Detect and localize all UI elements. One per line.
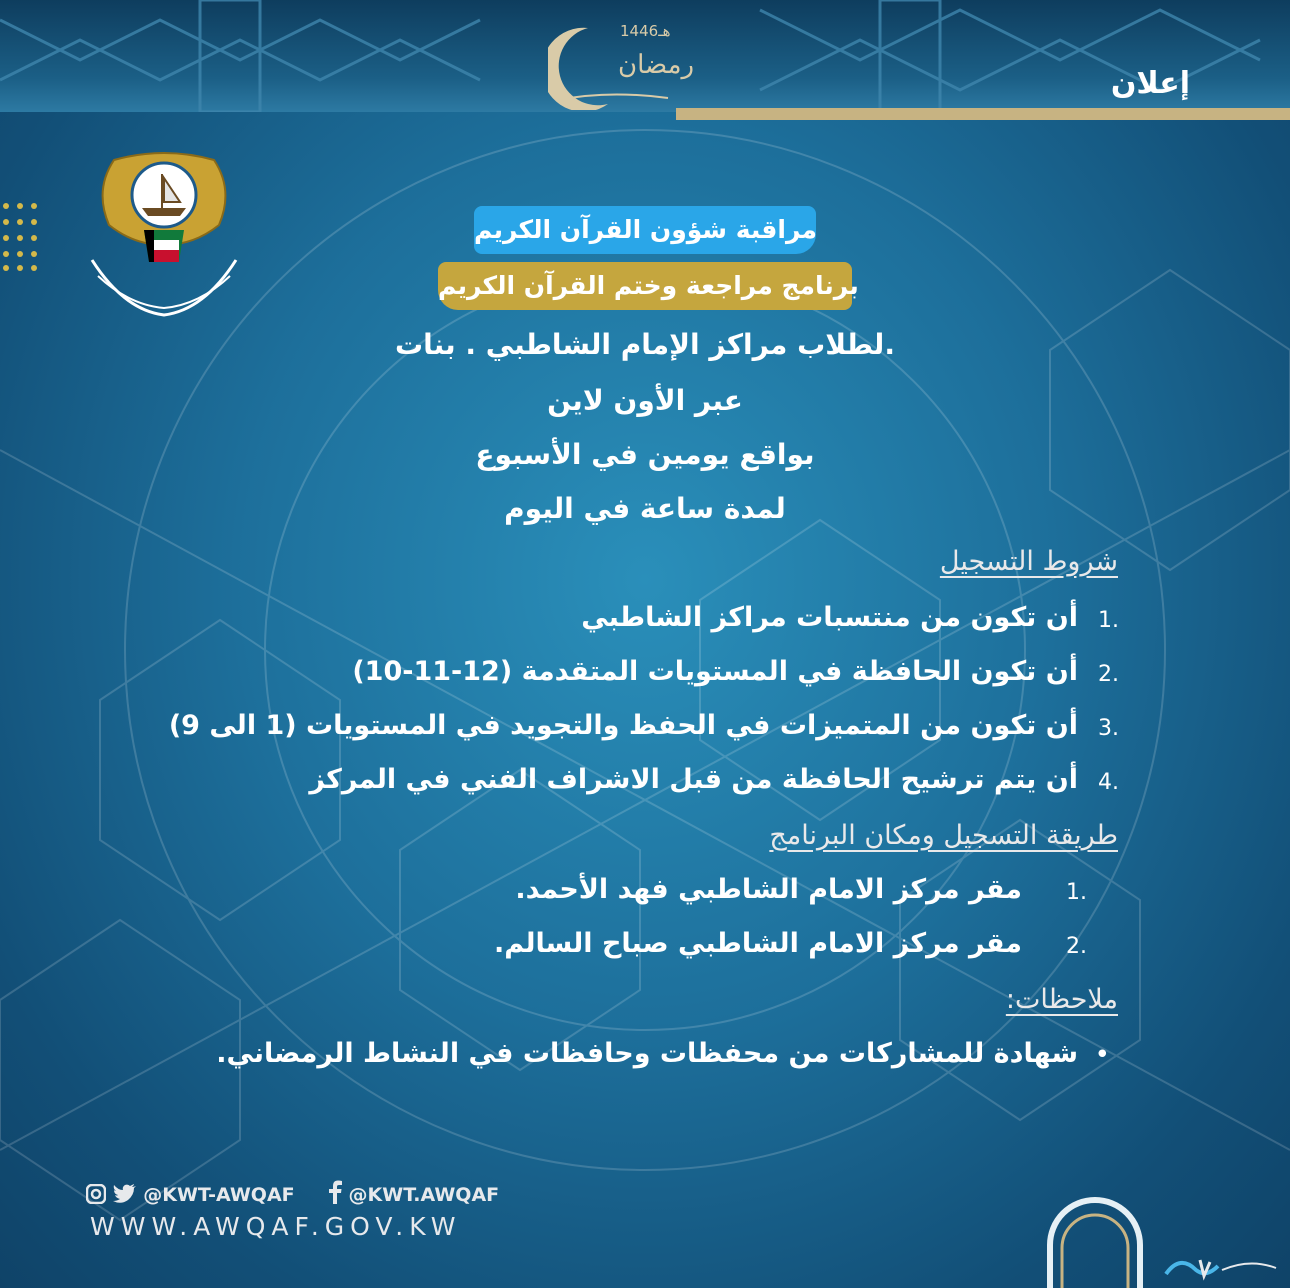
condition-number-4: 4. <box>1098 770 1119 795</box>
intro-line-4: لمدة ساعة في اليوم <box>504 492 786 525</box>
ramadan-label: رمضان <box>618 50 695 80</box>
facebook-handle[interactable]: @KWT.AWQAF <box>348 1184 500 1206</box>
registration-number-2: 2. <box>1066 934 1087 959</box>
twitter-icon[interactable] <box>113 1184 137 1204</box>
conditions-heading: شروط التسجيل <box>939 546 1118 577</box>
instagram-twitter-handle[interactable]: @KWT-AWQAF <box>143 1184 295 1206</box>
program-badge: برنامج مراجعة وختم القرآن الكريم <box>438 262 852 310</box>
notes-item-1: شهادة للمشاركات من محفظات وحافظات في النشاط الرمضاني. <box>216 1038 1078 1069</box>
condition-number-1: 1. <box>1098 608 1119 633</box>
gold-divider <box>676 108 1290 120</box>
intro-line-1: لطلاب مراكز الإمام الشاطبي . بنات. <box>395 328 895 361</box>
registration-item-1: مقر مركز الامام الشاطبي فهد الأحمد. <box>515 874 1022 905</box>
registration-item-2: مقر مركز الامام الشاطبي صباح السالم. <box>493 928 1022 959</box>
instagram-icon[interactable] <box>86 1184 106 1204</box>
registration-number-1: 1. <box>1066 880 1087 905</box>
dots-decoration <box>0 200 40 272</box>
department-badge: مراقبة شؤون القرآن الكريم <box>474 206 816 254</box>
facebook-icon[interactable] <box>328 1180 342 1204</box>
condition-item-3: أن تكون من المتميزات في الحفظ والتجويد في المستويات (1 الى 9) <box>168 710 1078 741</box>
condition-number-3: 3. <box>1098 716 1119 741</box>
intro-line-3: بواقع يومين في الأسبوع <box>475 438 815 471</box>
ramadan-year: 1446هـ <box>620 22 671 40</box>
condition-item-4: أن يتم ترشيح الحافظة من قبل الاشراف الفني في المركز <box>309 764 1078 795</box>
condition-item-1: أن تكون من منتسبات مراكز الشاطبي <box>581 602 1078 633</box>
website-link[interactable]: WWW.AWQAF.GOV.KW <box>90 1212 462 1241</box>
arch-decoration <box>1040 1190 1150 1288</box>
condition-item-2: أن تكون الحافظة في المستويات المتقدمة (12-11-10) <box>352 656 1078 687</box>
ministry-emblem-logo <box>84 150 244 320</box>
social-handles <box>86 1180 499 1206</box>
condition-number-2: 2. <box>1098 662 1119 687</box>
announcement-title: إعلان <box>1110 66 1190 101</box>
notes-heading: ملاحظات: <box>1005 984 1118 1015</box>
registration-heading: طريقة التسجيل ومكان البرنامج <box>769 820 1118 851</box>
notes-bullet: • <box>1094 1040 1110 1070</box>
ministry-slogan-logo <box>1160 1240 1280 1284</box>
intro-line-2: عبر الأون لاين <box>547 384 743 417</box>
